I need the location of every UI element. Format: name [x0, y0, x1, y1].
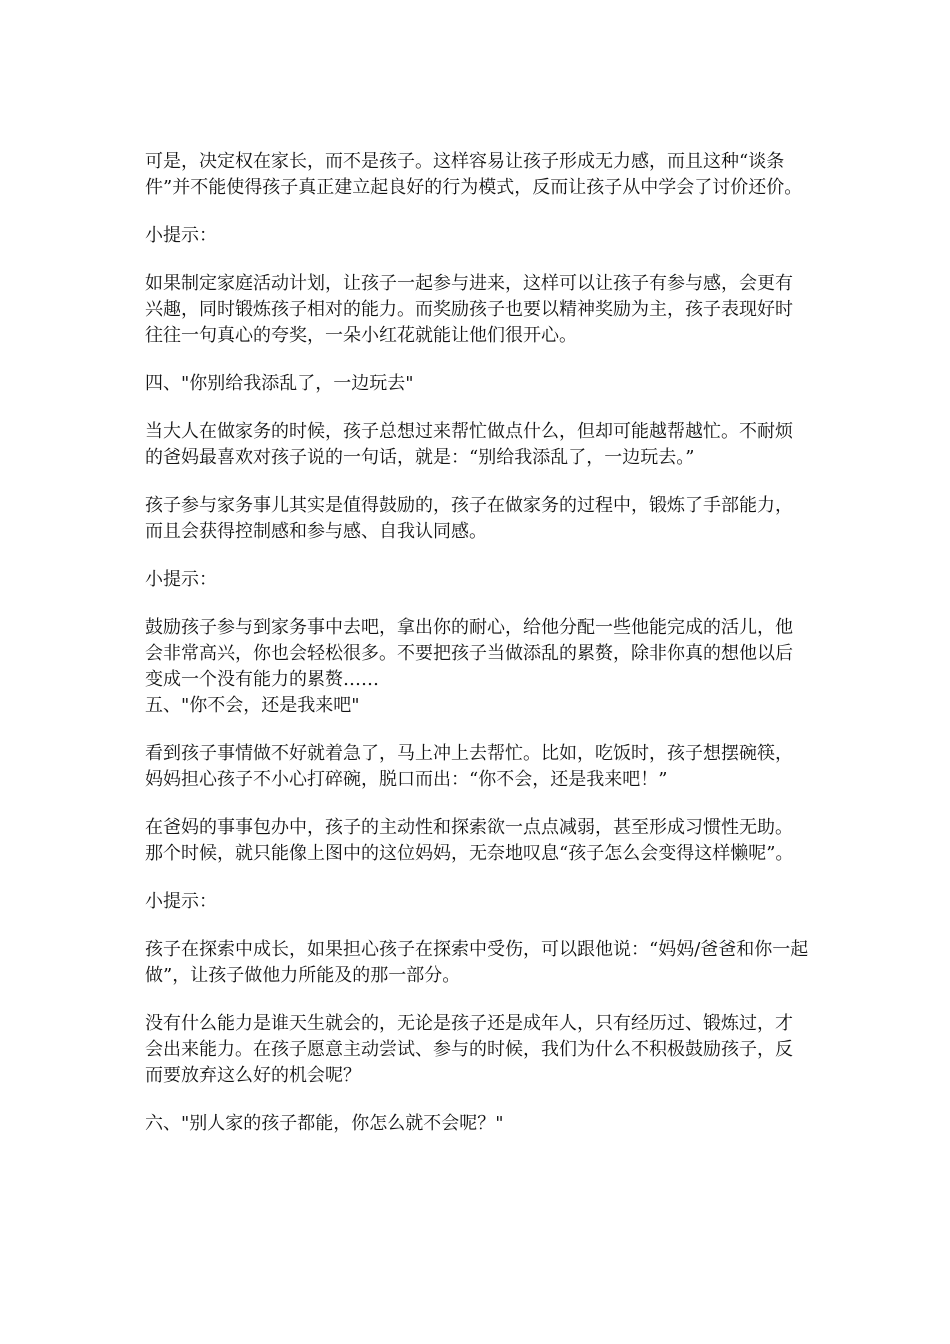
- body-paragraph: 没有什么能力是谁天生就会的，无论是孩子还是成年人，只有经历过、锻炼过，才会出来能力。在孩子愿意主动尝试、参与的时候，我们为什么不积极鼓励孩子，反而要放弃这么好的机会呢？: [145, 1013, 793, 1086]
- body-paragraph: 当大人在做家务的时候，孩子总想过来帮忙做点什么，但却可能越帮越忙。不耐烦的爸妈最喜欢对孩子说的一句话，就是：“别给我添乱了，一边玩去。”: [145, 421, 793, 468]
- body-paragraph: 看到孩子事情做不好就着急了，马上冲上去帮忙。比如，吃饭时，孩子想摆碗筷，妈妈担心孩子不小心打碎碗，脱口而出：“你不会，还是我来吧！”: [145, 743, 793, 790]
- body-paragraph: 孩子参与家务事儿其实是值得鼓励的，孩子在做家务的过程中，锻炼了手部能力，而且会获得控制感和参与感、自我认同感。: [145, 495, 793, 542]
- body-paragraph: 如果制定家庭活动计划，让孩子一起参与进来，这样可以让孩子有参与感，会更有兴趣，同时锻炼孩子相对的能力。而奖励孩子也要以精神奖励为主，孩子表现好时往往一句真心的夸奖，一朵小红花就能让他们很开心。: [145, 273, 793, 346]
- tip-label: 小提示：: [145, 569, 217, 590]
- body-paragraph: 鼓励孩子参与到家务事中去吧，拿出你的耐心，给他分配一些他能完成的活儿，他会非常高兴，你也会轻松很多。不要把孩子当做添乱的累赘，除非你真的想他以后变成一个没有能力的累赘……: [145, 617, 793, 690]
- tip-label: 小提示：: [145, 225, 217, 246]
- section-heading: 五、"你不会，还是我来吧": [145, 695, 360, 716]
- body-paragraph: 可是，决定权在家长，而不是孩子。这样容易让孩子形成无力感，而且这种“谈条件”并不能使得孩子真正建立起良好的行为模式，反而让孩子从中学会了讨价还价。: [145, 151, 803, 198]
- section-heading: 六、"别人家的孩子都能，你怎么就不会呢？": [145, 1113, 504, 1134]
- body-paragraph: 在爸妈的事事包办中，孩子的主动性和探索欲一点点减弱，甚至形成习惯性无助。那个时候，就只能像上图中的这位妈妈，无奈地叹息“孩子怎么会变得这样懒呢”。: [145, 817, 794, 864]
- section-heading: 四、"你别给我添乱了，一边玩去": [145, 373, 414, 394]
- tip-label: 小提示：: [145, 891, 217, 912]
- document-body: [145, 149, 810, 1159]
- body-paragraph: 孩子在探索中成长，如果担心孩子在探索中受伤，可以跟他说：“妈妈/爸爸和你一起做”，让孩子做他力所能及的那一部分。: [145, 939, 809, 986]
